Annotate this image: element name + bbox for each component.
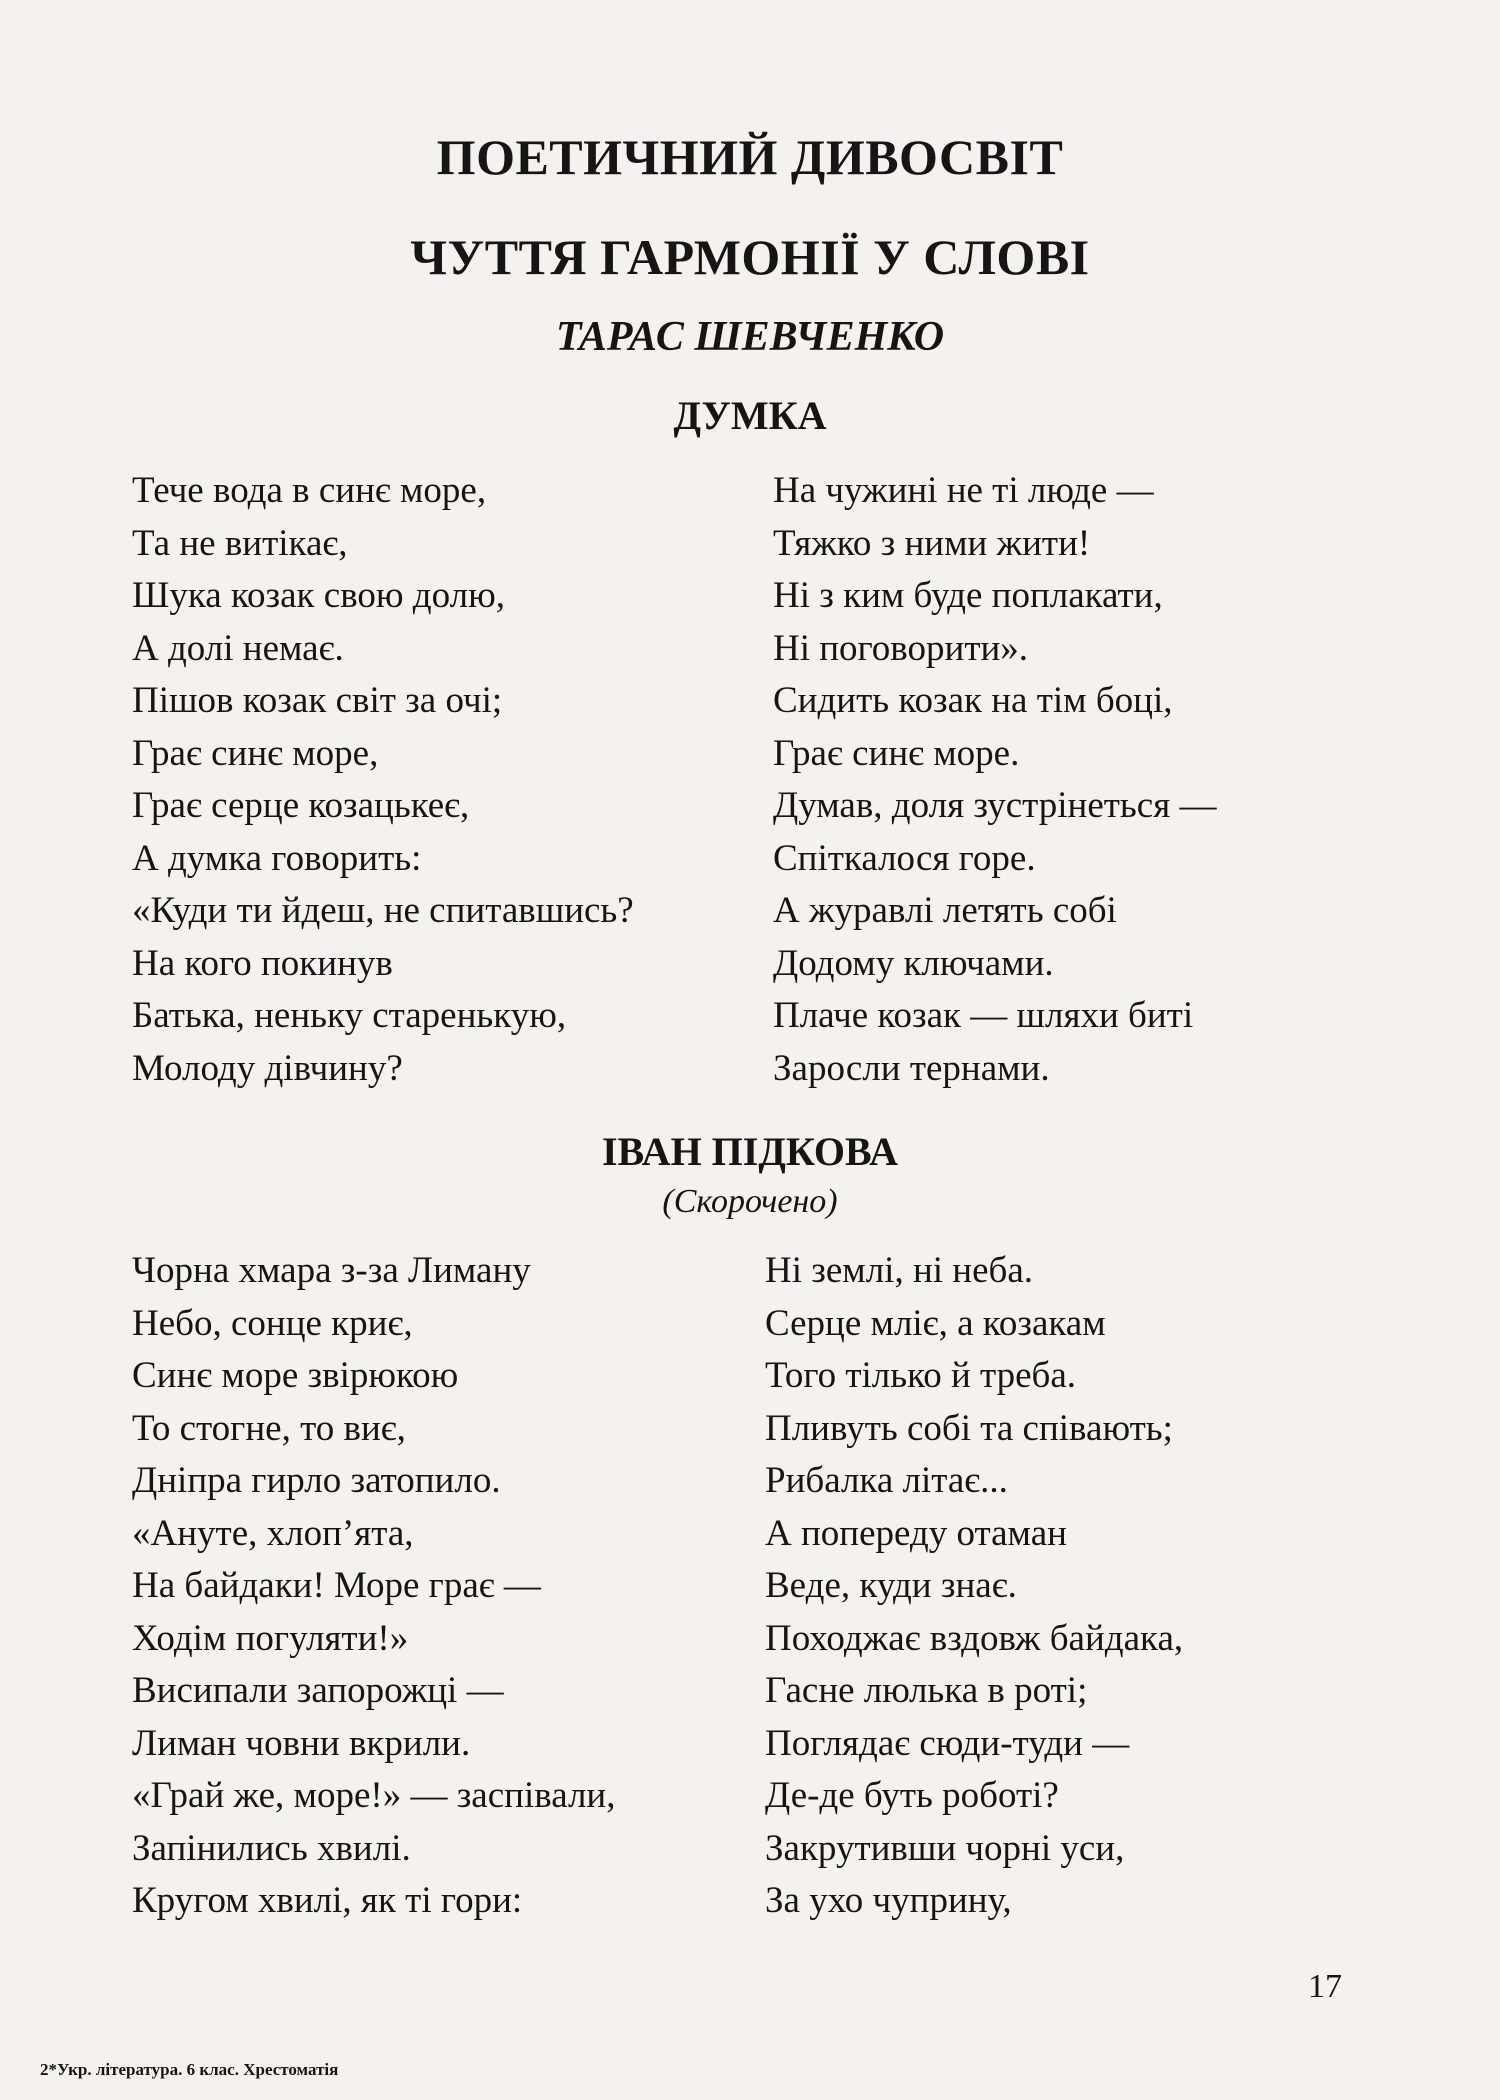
verse-line: Небо, сонце криє, <box>132 1302 413 1344</box>
verse-line: Пливуть собі та співають; <box>765 1407 1173 1449</box>
verse-line: Лиман човни вкрили. <box>132 1722 471 1764</box>
verse-line: Гасне люлька в роті; <box>765 1670 1088 1711</box>
section-title: ПОЕТИЧНИЙ ДИВОСВІТ <box>436 129 1064 185</box>
verse-line: Тяжко з ними жити! <box>773 522 1091 564</box>
verse-line: Веде, куди знає. <box>765 1565 1017 1606</box>
verse-line: Батька, неньку старенькую, <box>132 995 567 1036</box>
verse-line: То стогне, то виє, <box>132 1407 406 1449</box>
section-subtitle: ЧУТТЯ ГАРМОНІЇ У СЛОВІ <box>410 229 1090 285</box>
poem2-left-column <box>132 1245 615 1928</box>
verse-line: Того тілько й треба. <box>765 1355 1077 1396</box>
verse-line: Думав, доля зустрінеться — <box>773 785 1217 826</box>
verse-line: Та не витікає, <box>132 522 348 564</box>
verse-line: Закрутивши чорні уси, <box>765 1827 1125 1869</box>
poem1-left-column <box>132 465 634 1095</box>
verse-line: Плаче козак — шляхи биті <box>773 995 1194 1036</box>
verse-line: Тече вода в синє море, <box>132 470 487 511</box>
verse-line: Де-де буть роботі? <box>765 1775 1059 1816</box>
verse-line: Шука козак свою долю, <box>132 575 505 616</box>
verse-line: Ходім погуляти!» <box>132 1617 409 1659</box>
verse-line: Поглядає сюди-туди — <box>765 1722 1130 1764</box>
verse-line: Ні землі, ні неба. <box>765 1250 1033 1291</box>
verse-line: Чорна хмара з-за Лиману <box>132 1250 531 1291</box>
verse-line: Серце мліє, а козакам <box>765 1302 1106 1344</box>
verse-line: Ні поговорити». <box>773 627 1029 669</box>
poem-title-dumka: ДУМКА <box>673 393 827 438</box>
verse-line: А журавлі летять собі <box>773 890 1117 931</box>
verse-line: А думка говорить: <box>132 837 422 879</box>
author-name: ТАРАС ШЕВЧЕНКО <box>555 314 945 360</box>
verse-line: Пішов козак світ за очі; <box>132 680 503 721</box>
verse-line: Кругом хвилі, як ті гори: <box>132 1880 523 1921</box>
verse-line: Ні з ким буде поплакати, <box>773 575 1163 616</box>
verse-line: Додому ключами. <box>773 942 1054 984</box>
poem2-right-column <box>765 1245 1183 1928</box>
verse-line: Запінились хвилі. <box>132 1827 411 1869</box>
verse-line: Походжає вздовж байдака, <box>765 1617 1184 1659</box>
verse-line: На байдаки! Море грає — <box>132 1565 541 1606</box>
verse-line: За ухо чуприну, <box>765 1880 1012 1921</box>
verse-line: На чужині не ті люде — <box>773 470 1154 511</box>
verse-line: Спіткалося горе. <box>773 837 1036 879</box>
verse-line: «Грай же, море!» — заспівали, <box>132 1775 616 1816</box>
verse-line: На кого покинув <box>132 942 393 984</box>
verse-line: Дніпра гирло затопило. <box>132 1460 501 1501</box>
verse-line: Грає синє море, <box>132 732 379 774</box>
verse-line: Висипали запорожці — <box>132 1670 504 1711</box>
verse-line: «Куди ти йдеш, не спитавшись? <box>132 890 634 931</box>
verse-line: А долі немає. <box>132 627 344 669</box>
verse-line: Молоду дівчину? <box>132 1047 403 1089</box>
abridged-note: (Скорочено) <box>662 1183 838 1220</box>
verse-line: Рибалка літає... <box>765 1460 1008 1501</box>
verse-line: Грає серце козацькеє, <box>132 785 470 826</box>
page-number: 17 <box>1308 1968 1342 2005</box>
poem1-right-column <box>773 465 1217 1095</box>
verse-line: Синє море звірюкою <box>132 1355 459 1396</box>
poem-title-ivan-pidkova: ІВАН ПІДКОВА <box>601 1129 899 1174</box>
verse-line: Грає синє море. <box>773 732 1020 774</box>
verse-line: «Ануте, хлоп’ята, <box>132 1512 414 1554</box>
verse-line: А попереду отаман <box>765 1512 1067 1554</box>
signature-footer: 2*Укр. література. 6 клас. Хрестоматія <box>40 2060 339 2079</box>
verse-line: Сидить козак на тім боці, <box>773 680 1173 721</box>
verse-line: Заросли тернами. <box>773 1047 1050 1089</box>
